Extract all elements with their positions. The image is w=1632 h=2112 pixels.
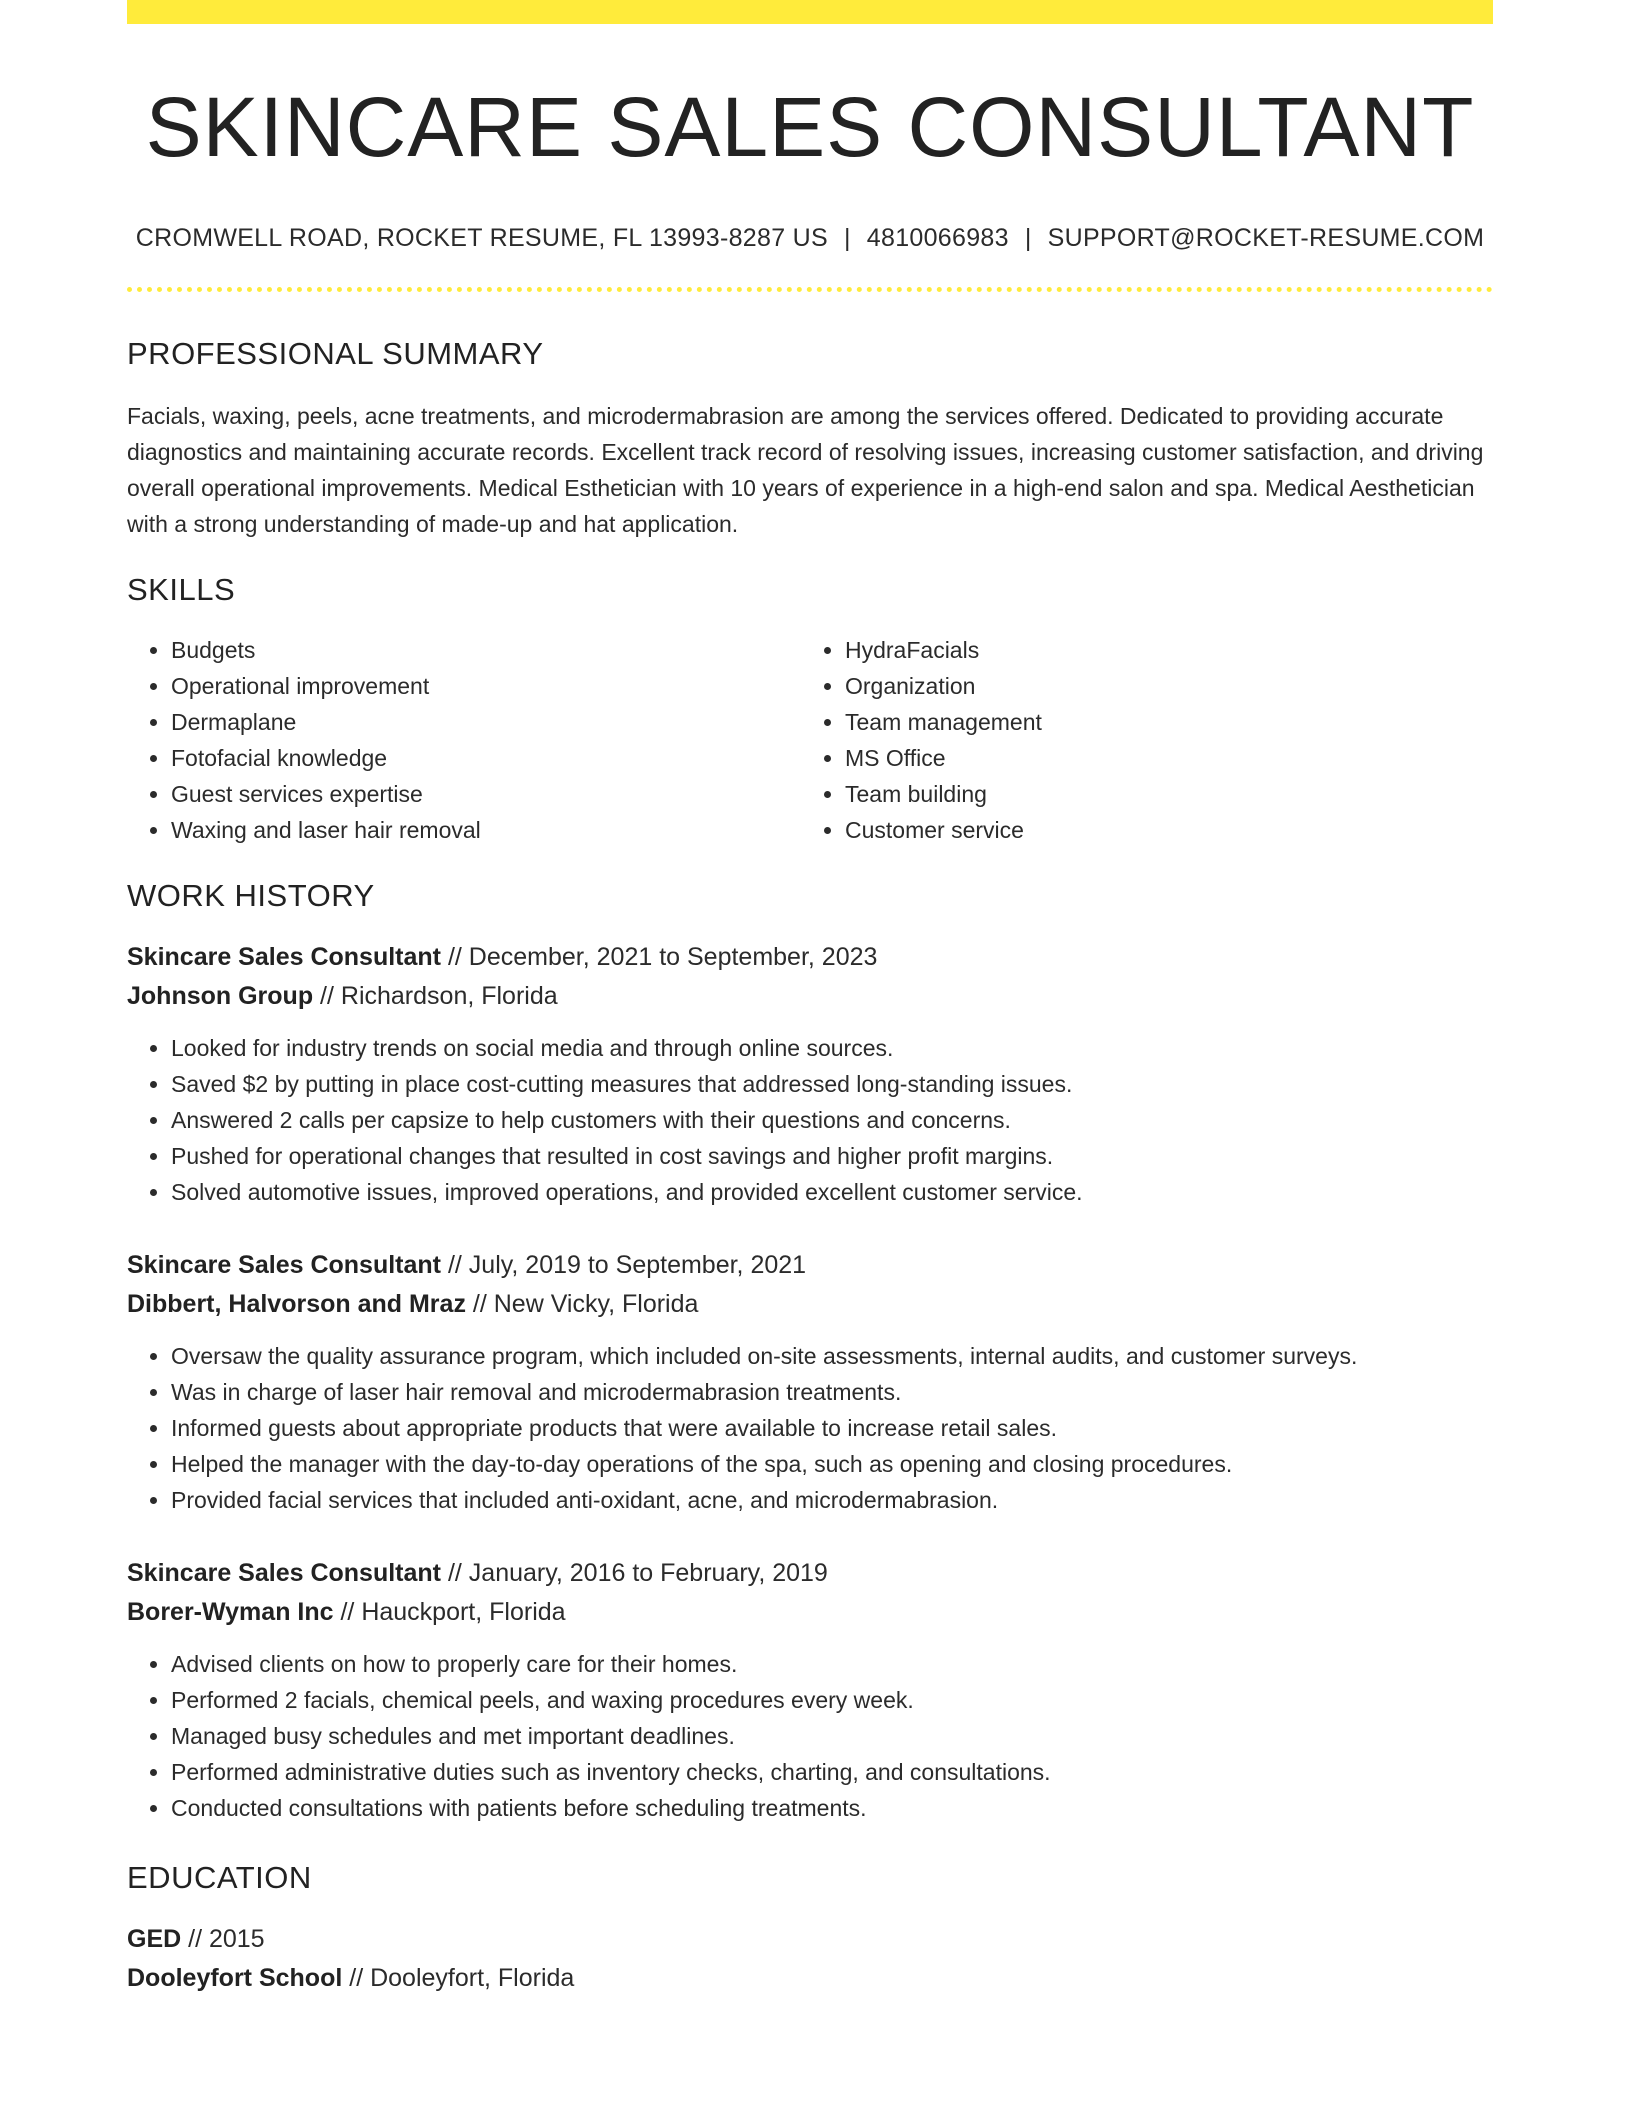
job-entry [127,1246,1493,1518]
job-dates: // July, 2019 to September, 2021 [441,1251,807,1280]
degree: GED [127,1925,182,1954]
job-location: // Richardson, Florida [313,982,558,1011]
job-bullet: • Helped the manager with the day-to-day operations of the spa, such as opening and closing procedures. [171,1446,1493,1482]
job-entry [127,1554,1493,1826]
job-bullet: • Advised clients on how to properly care for their homes. [171,1646,1493,1682]
skill-item: • Budgets [171,632,801,668]
skill-item: • HydraFacials [845,632,1475,668]
job-dates: // January, 2016 to February, 2019 [441,1559,828,1588]
skills-column-right [801,632,1475,848]
skill-item: • Team building [845,776,1475,812]
email-link[interactable]: SUPPORT@ROCKET-RESUME.COM [1047,224,1485,253]
skill-item: • Organization [845,668,1475,704]
accent-top-bar [127,0,1493,24]
job-dates: // December, 2021 to September, 2023 [441,943,878,972]
job-bullets [127,1338,1493,1518]
skill-item: • MS Office [845,740,1475,776]
job-title: Skincare Sales Consultant [127,1251,442,1280]
page-title: SKINCARE SALES CONSULTANT [145,80,1475,174]
job-company: Dibbert, Halvorson and Mraz [127,1290,466,1319]
skills-list [127,632,1493,848]
job-bullet: • Performed 2 facials, chemical peels, and waxing procedures every week. [171,1682,1493,1718]
job-location: // Hauckport, Florida [333,1598,566,1627]
job-bullet: • Saved $2 by putting in place cost-cutting measures that addressed long-standing issues. [171,1066,1493,1102]
job-bullet: • Managed busy schedules and met important deadlines. [171,1718,1493,1754]
skills-heading: SKILLS [127,572,236,608]
skill-item: • Customer service [845,812,1475,848]
job-location: // New Vicky, Florida [465,1290,699,1319]
contact-separator: | [1024,224,1032,253]
job-company-line [127,977,1493,1016]
work-history-heading: WORK HISTORY [127,878,375,914]
job-title-line [127,938,1493,977]
school-name: Dooleyfort School [127,1964,343,1993]
job-bullet: • Oversaw the quality assurance program, which included on-site assessments, internal audits, and customer surveys. [171,1338,1493,1374]
job-title-line [127,1246,1493,1285]
job-bullet: • Solved automotive issues, improved operations, and provided excellent customer service. [171,1174,1493,1210]
job-bullets [127,1030,1493,1210]
summary-text: Facials, waxing, peels, acne treatments, and microdermabrasion are among the services offered. Dedicated to providing accurate diagnostics and maintaining accurate records. Excellent track record of resolving issues, increasing customer satisfaction, and driving overall operational improvements. Medical Esthetician with 10 years of experience in a high-end salon and spa. Medical Aesthetician with a strong understanding of made-up and hat application. [127,403,1484,538]
contact-separator: | [843,224,851,253]
resume-page [127,0,1493,1998]
address: CROMWELL ROAD, ROCKET RESUME, FL 13993-8287 US [135,224,828,253]
job-title-line [127,1554,1493,1593]
skill-item: • Team management [845,704,1475,740]
job-bullet: • Conducted consultations with patients before scheduling treatments. [171,1790,1493,1826]
job-title: Skincare Sales Consultant [127,943,442,972]
job-bullets [127,1646,1493,1826]
job-bullet: • Answered 2 calls per capsize to help customers with their questions and concerns. [171,1102,1493,1138]
education-heading: EDUCATION [127,1860,312,1896]
job-entry [127,938,1493,1210]
school-line [127,1959,1493,1998]
skill-item: • Dermaplane [171,704,801,740]
dotted-divider [127,287,1493,292]
education-entry [127,1920,1493,1998]
job-title: Skincare Sales Consultant [127,1559,442,1588]
skills-column-left [127,632,801,848]
job-bullet: • Pushed for operational changes that resulted in cost savings and higher profit margins. [171,1138,1493,1174]
skill-item: • Fotofacial knowledge [171,740,801,776]
job-company-line [127,1285,1493,1324]
job-company-line [127,1593,1493,1632]
skill-item: • Waxing and laser hair removal [171,812,801,848]
skill-item: • Operational improvement [171,668,801,704]
skill-item: • Guest services expertise [171,776,801,812]
phone: 4810066983 [866,224,1009,253]
contact-line [127,224,1493,253]
job-bullet: • Performed administrative duties such as inventory checks, charting, and consultations. [171,1754,1493,1790]
summary-heading: PROFESSIONAL SUMMARY [127,336,544,372]
school-location: // Dooleyfort, Florida [342,1964,575,1993]
job-bullet: • Was in charge of laser hair removal and microdermabrasion treatments. [171,1374,1493,1410]
degree-line [127,1920,1493,1959]
job-company: Johnson Group [127,982,314,1011]
job-bullet: • Provided facial services that included anti-oxidant, acne, and microdermabrasion. [171,1482,1493,1518]
job-company: Borer-Wyman Inc [127,1598,334,1627]
job-bullet: • Informed guests about appropriate products that were available to increase retail sales. [171,1410,1493,1446]
degree-year: // 2015 [181,1925,265,1954]
job-bullet: • Looked for industry trends on social media and through online sources. [171,1030,1493,1066]
